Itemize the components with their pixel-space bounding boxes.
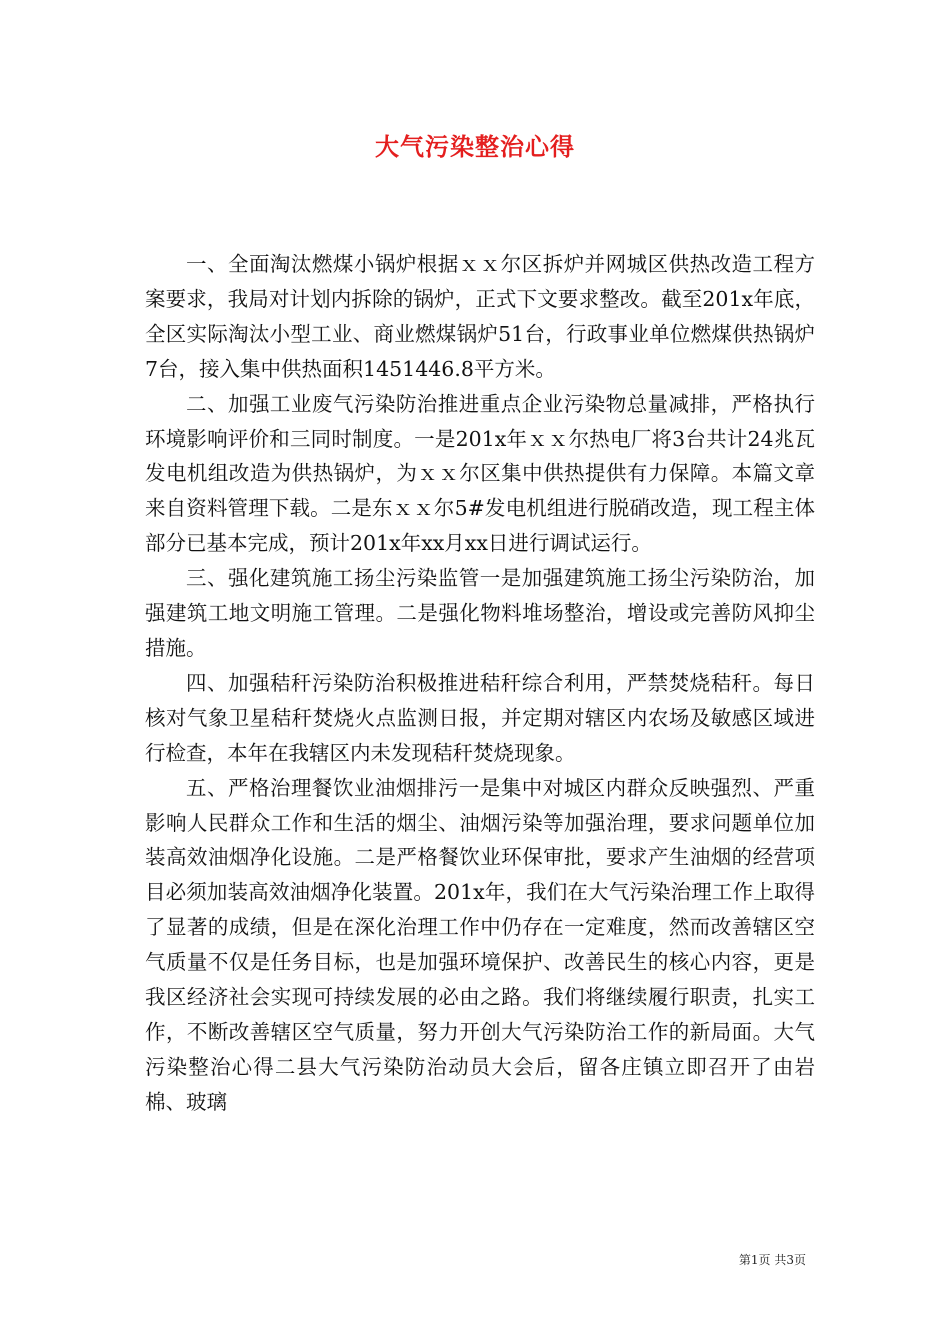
paragraph-5: 五、严格治理餐饮业油烟排污一是集中对城区内群众反映强烈、严重影响人民群众工作和生活的烟尘、油烟污染等加强治理，要求问题单位加装高效油烟净化设施。二是严格餐饮业环保审批，要求产生油烟的经营项目必须加装高效油烟净化装置。201x年，我们在大气污染治理工作上取得了显著的成绩，但是在深化治理工作中仍存在一定难度，然而改善辖区空气质量不仅是任务目标，也是加强环境保护、改善民生的核心内容，更是我区经济社会实现可持续发展的必由之路。我们将继续履行职责，扎实工作，不断改善辖区空气质量，努力开创大气污染防治工作的新局面。大气污染整治心得二县大气污染防治动员大会后，留各庄镇立即召开了由岩棉、玻璃 — [145, 775, 815, 1114]
document-title: 大气污染整治心得 — [375, 132, 575, 161]
page-number-footer: 第1页 共3页 — [738, 1253, 806, 1267]
paragraph-3: 三、强化建筑施工扬尘污染监管一是加强建筑施工扬尘污染防治，加强建筑工地文明施工管理。二是强化物料堆场整治，增设或完善防风抑尘措施。 — [145, 566, 815, 660]
document-body — [145, 247, 815, 1120]
paragraph-2: 二、加强工业废气污染防治推进重点企业污染物总量减排，严格执行环境影响评价和三同时制度。一是201x年ｘｘ尔热电厂将3台共计24兆瓦发电机组改造为供热锅炉，为ｘｘ尔区集中供热提供有力保障。本篇文章来自资料管理下载。二是东ｘｘ尔5#发电机组进行脱硝改造，现工程主体部分已基本完成，预计201x年xx月xx日进行调试运行。 — [145, 391, 815, 556]
paragraph-4: 四、加强秸秆污染防治积极推进秸秆综合利用，严禁焚烧秸秆。每日核对气象卫星秸秆焚烧火点监测日报，并定期对辖区内农场及敏感区域进行检查，本年在我辖区内未发现秸秆焚烧现象。 — [145, 670, 815, 765]
paragraph-1: 一、全面淘汰燃煤小锅炉根据ｘｘ尔区拆炉并网城区供热改造工程方案要求，我局对计划内拆除的锅炉，正式下文要求整改。截至201x年底，全区实际淘汰小型工业、商业燃煤锅炉51台，行政事业单位燃煤供热锅炉7台，接入集中供热面积1451446.8平方米。 — [145, 252, 815, 381]
